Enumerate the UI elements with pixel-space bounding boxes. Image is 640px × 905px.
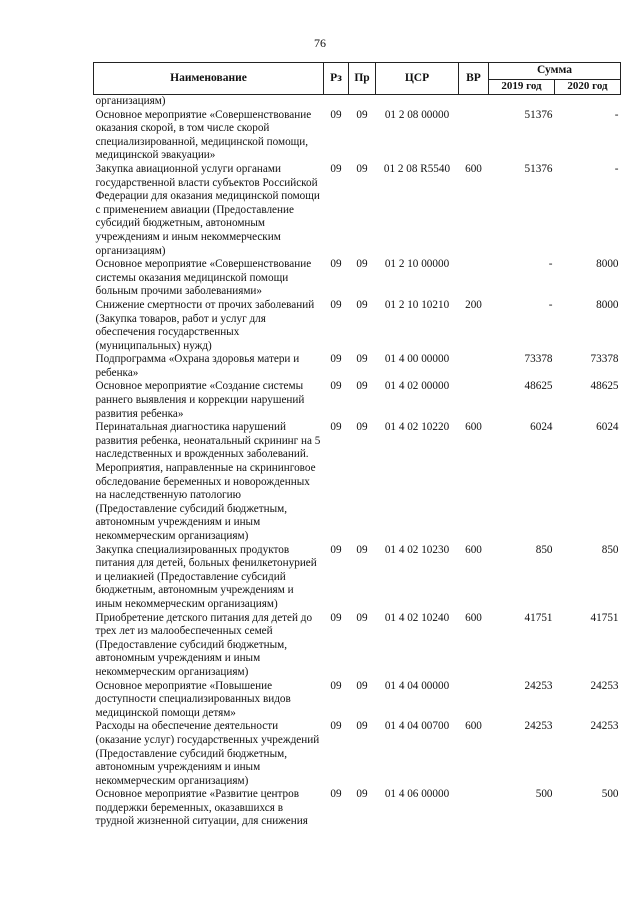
cell-rz: 09 xyxy=(330,380,342,393)
table-row xyxy=(94,353,621,380)
cell-2020: - xyxy=(614,108,619,121)
cell-rz xyxy=(324,95,349,109)
cell-pr: 09 xyxy=(356,380,368,393)
cell-2020: 8000 xyxy=(596,258,619,271)
header-rz: Рз xyxy=(324,63,349,95)
cell-2019: 6024 xyxy=(530,421,553,434)
cell-vr: 600 xyxy=(465,611,482,624)
table-row xyxy=(94,258,621,299)
cell-name: Основное мероприятие «Повышение доступности специализированных видов медицинской помощи детям» xyxy=(95,679,291,719)
cell-2019: 51376 xyxy=(524,162,553,175)
cell-vr xyxy=(459,95,489,109)
cell-2019: 850 xyxy=(535,543,553,556)
cell-name: Снижение смертности от прочих заболеваний (Закупка товаров, работ и услуг для обеспечения государственных (муниципальных) нужд) xyxy=(95,298,315,352)
cell-vr: 600 xyxy=(465,720,482,733)
cell-name: Закупка специализированных продуктов питания для детей, больных фенилкетонурией и целиакией (Предоставление субсидий бюджетным, автономным учреждениям и иным некоммерческим организациям) xyxy=(95,543,317,610)
cell-name: Расходы на обеспечение деятельности (оказание услуг) государственных учреждений (Предоставление субсидий бюджетным, автономным учреждениям и иным некоммерческим организациям) xyxy=(95,720,320,787)
cell-csr: 01 4 02 00000 xyxy=(384,380,450,393)
header-name: Наименование xyxy=(94,63,324,95)
table-row xyxy=(94,544,621,612)
cell-csr: 01 2 10 00000 xyxy=(384,258,450,271)
cell-rz: 09 xyxy=(330,162,342,175)
cell-vr xyxy=(459,353,489,380)
cell-name: Подпрограмма «Охрана здоровья матери и ребенка» xyxy=(95,353,300,379)
header-pr: Пр xyxy=(349,63,376,95)
cell-vr xyxy=(459,788,489,829)
table-row xyxy=(94,680,621,721)
table-row xyxy=(94,788,621,829)
cell-csr: 01 4 02 10220 xyxy=(384,421,450,434)
cell-rz: 09 xyxy=(330,108,342,121)
cell-vr xyxy=(459,380,489,421)
cell-pr: 09 xyxy=(356,720,368,733)
cell-rz: 09 xyxy=(330,788,342,801)
cell-2020: 41751 xyxy=(590,611,619,624)
table-row xyxy=(94,299,621,353)
cell-vr xyxy=(459,109,489,163)
cell-csr: 01 2 08 00000 xyxy=(384,108,450,121)
cell-rz: 09 xyxy=(330,679,342,692)
cell-2019: 48625 xyxy=(524,380,553,393)
cell-pr: 09 xyxy=(356,162,368,175)
cell-pr: 09 xyxy=(356,421,368,434)
cell-rz: 09 xyxy=(330,298,342,311)
cell-name: Перинатальная диагностика нарушений развития ребенка, неонатальный скрининг на 5 наследственных и врожденных заболеваний. Мероприятия, направленные на скрининговое обследование беременных и новорожденных на наследственную патологию (Предоставление субсидий бюджетным, автономным учреждениям и иным некоммерческим организациям) xyxy=(95,421,321,542)
cell-name: Приобретение детского питания для детей до трех лет из малообеспеченных семей (Предоставление субсидий бюджетным, автономным учреждениям и иным некоммерческим организациям) xyxy=(95,611,313,678)
cell-2020: 48625 xyxy=(590,380,619,393)
table-header xyxy=(94,63,621,95)
cell-pr: 09 xyxy=(356,108,368,121)
cell-csr: 01 2 08 R5540 xyxy=(383,162,451,175)
cell-name: Основное мероприятие «Создание системы раннего выявления и коррекции нарушений развития ребенка» xyxy=(95,380,305,420)
budget-table xyxy=(93,62,621,829)
cell-name: Основное мероприятие «Совершенствование системы оказания медицинской помощи больным прочими заболеваниями» xyxy=(95,258,312,298)
table-row xyxy=(94,109,621,163)
cell-vr: 600 xyxy=(465,543,482,556)
cell-rz: 09 xyxy=(330,720,342,733)
cell-2019: 24253 xyxy=(524,679,553,692)
cell-rz: 09 xyxy=(330,543,342,556)
table-row xyxy=(94,421,621,543)
header-sum: Сумма xyxy=(489,63,621,80)
cell-pr: 09 xyxy=(356,353,368,366)
cell-name: Закупка авиационной услуги органами государственной власти субъектов Российской Федерации для оказания медицинской помощи с применением авиации (Предоставление субсидий бюджетным, автономным учреждениям и иным некоммерческим организациям) xyxy=(95,162,320,257)
cell-2019: 500 xyxy=(535,788,553,801)
header-2019: 2019 год xyxy=(489,80,555,95)
cell-csr: 01 4 06 00000 xyxy=(384,788,450,801)
cell-vr: 600 xyxy=(465,162,482,175)
cell-csr xyxy=(376,95,459,109)
cell-2020: 6024 xyxy=(596,421,619,434)
cell-csr: 01 4 02 10240 xyxy=(384,611,450,624)
cell-pr: 09 xyxy=(356,298,368,311)
cell-vr xyxy=(459,258,489,299)
cell-vr xyxy=(459,680,489,721)
header-vr: ВР xyxy=(459,63,489,95)
cell-vr: 200 xyxy=(465,298,482,311)
cell-rz: 09 xyxy=(330,258,342,271)
table-row xyxy=(94,95,621,109)
cell-2019: 24253 xyxy=(524,720,553,733)
cell-2019: 73378 xyxy=(524,353,553,366)
cell-2020: 73378 xyxy=(590,353,619,366)
cell-2020: 24253 xyxy=(590,679,619,692)
cell-rz: 09 xyxy=(330,421,342,434)
cell-vr: 600 xyxy=(465,421,482,434)
header-csr: ЦСР xyxy=(376,63,459,95)
cell-pr: 09 xyxy=(356,788,368,801)
table-row xyxy=(94,720,621,788)
cell-2020: 850 xyxy=(601,543,619,556)
table-row xyxy=(94,163,621,258)
cell-pr xyxy=(349,95,376,109)
cell-rz: 09 xyxy=(330,353,342,366)
cell-2019: - xyxy=(548,298,553,311)
cell-csr: 01 2 10 10210 xyxy=(384,298,450,311)
cell-pr: 09 xyxy=(356,611,368,624)
cell-2020: 8000 xyxy=(596,298,619,311)
cell-pr: 09 xyxy=(356,679,368,692)
cell-pr: 09 xyxy=(356,543,368,556)
cell-2020: - xyxy=(614,162,619,175)
cell-name: Основное мероприятие «Совершенствование оказания скорой, в том числе скорой специализированной, медицинской помощи, медицинской эвакуации» xyxy=(95,108,312,162)
cell-2019: 51376 xyxy=(524,108,553,121)
cell-2020: 500 xyxy=(601,788,619,801)
cell-2020 xyxy=(555,95,621,109)
table-row xyxy=(94,380,621,421)
cell-csr: 01 4 04 00000 xyxy=(384,679,450,692)
cell-csr: 01 4 04 00700 xyxy=(384,720,450,733)
cell-name: организациям) xyxy=(95,95,166,107)
cell-name: Основное мероприятие «Развитие центров поддержки беременных, оказавшихся в трудной жизненной ситуации, для снижения xyxy=(95,788,308,828)
cell-rz: 09 xyxy=(330,611,342,624)
table-body xyxy=(94,95,621,830)
cell-2019 xyxy=(489,95,555,109)
cell-2019: - xyxy=(548,258,553,271)
header-2020: 2020 год xyxy=(555,80,621,95)
cell-csr: 01 4 02 10230 xyxy=(384,543,450,556)
page-number: 76 xyxy=(314,36,326,50)
cell-2019: 41751 xyxy=(524,611,553,624)
cell-pr: 09 xyxy=(356,258,368,271)
cell-2020: 24253 xyxy=(590,720,619,733)
table-row xyxy=(94,612,621,680)
cell-csr: 01 4 00 00000 xyxy=(384,353,450,366)
